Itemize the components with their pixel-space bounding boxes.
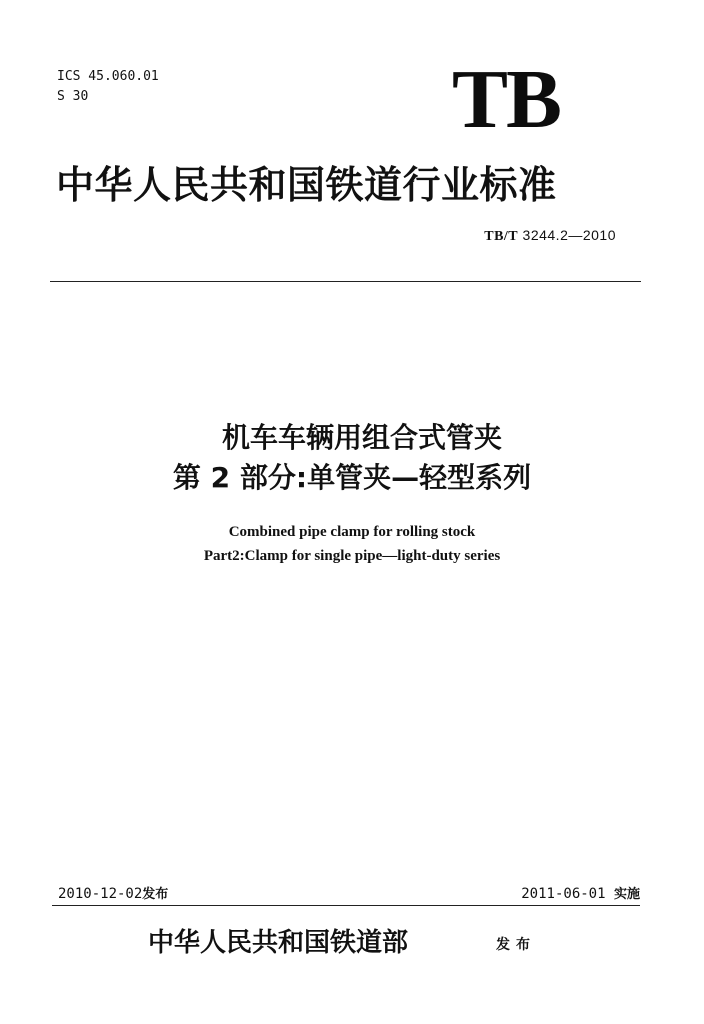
implement-date-block <box>521 883 640 902</box>
issue-label: 发布 <box>142 887 169 902</box>
issue-date-block <box>58 883 168 902</box>
implement-date: 2011-06-01 <box>521 886 606 902</box>
document-title-en <box>0 520 704 568</box>
standard-code-prefix: TB/T <box>484 229 519 244</box>
top-divider <box>50 281 641 282</box>
bottom-divider <box>52 905 640 906</box>
title-cn-line1: 机车车辆用组合式管夹 <box>221 421 502 454</box>
ics-code: ICS 45.060.01 <box>57 69 159 84</box>
title-en-line1: Combined pipe clamp for rolling stock <box>228 524 476 540</box>
issuer-action-label: 发布 <box>496 937 536 953</box>
ccs-code: S 30 <box>57 89 89 104</box>
tb-logo: TB <box>452 53 561 146</box>
classification-codes <box>57 67 159 107</box>
title-en-line2: Part2:Clamp for single pipe—light-duty series <box>203 548 501 564</box>
standard-code <box>484 227 616 245</box>
implement-label: 实施 <box>613 887 640 902</box>
document-title-cn <box>0 418 704 498</box>
standard-code-number: 3244.2—2010 <box>522 227 616 243</box>
issue-date: 2010-12-02 <box>58 886 143 902</box>
issuing-authority: 中华人民共和国铁道部 <box>148 928 409 958</box>
standard-category-title: 中华人民共和国铁道行业标准 <box>56 162 557 207</box>
title-cn-line2: 第 2 部分:单管夹—轻型系列 <box>172 461 532 494</box>
